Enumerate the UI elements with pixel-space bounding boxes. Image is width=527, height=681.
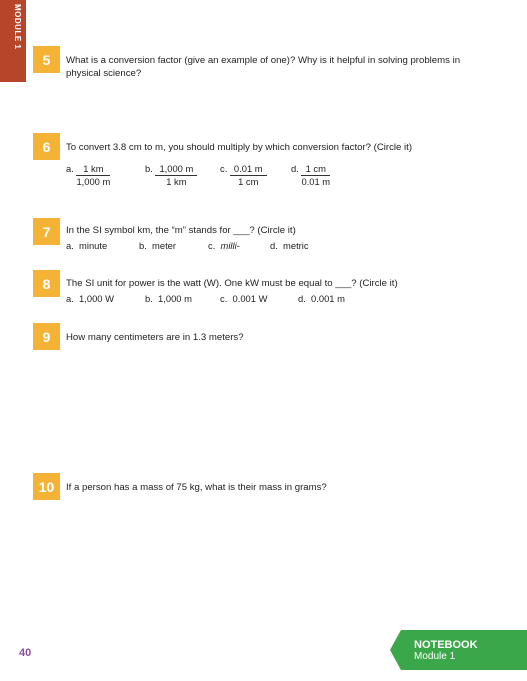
option-7c[interactable] xyxy=(208,240,240,252)
option-letter: b. xyxy=(145,163,153,174)
denominator: 1 cm xyxy=(238,176,259,187)
option-letter: b. xyxy=(145,293,153,304)
option-6a[interactable] xyxy=(66,163,110,188)
option-8d[interactable] xyxy=(298,293,345,305)
option-letter: d. xyxy=(270,240,278,251)
fraction xyxy=(301,163,330,188)
option-text: 0.001 m xyxy=(311,293,345,304)
option-7b[interactable] xyxy=(139,240,176,252)
numerator: 0.01 m xyxy=(230,163,267,176)
question-text-10: If a person has a mass of 75 kg, what is their mass in grams? xyxy=(66,482,327,493)
question-number-8: 8 xyxy=(33,270,60,297)
option-text: 0.001 W xyxy=(232,293,268,304)
option-letter: a. xyxy=(66,293,74,304)
option-6b[interactable] xyxy=(145,163,197,188)
fraction xyxy=(155,163,197,188)
question-text-6: To convert 3.8 cm to m, you should multiply by which conversion factor? (Circle it) xyxy=(66,142,413,153)
option-text: 1,000 m xyxy=(158,293,192,304)
option-letter: c. xyxy=(208,240,216,251)
denominator: 0.01 m xyxy=(301,176,331,187)
option-letter: d. xyxy=(291,163,299,174)
question-number-5: 5 xyxy=(33,46,60,73)
option-8a[interactable] xyxy=(66,293,114,305)
option-6d[interactable] xyxy=(291,163,330,188)
question-number-10: 10 xyxy=(33,473,60,500)
option-letter: b. xyxy=(139,240,147,251)
option-7d[interactable] xyxy=(270,240,309,252)
question-number-9: 9 xyxy=(33,323,60,350)
page-number: 40 xyxy=(19,647,32,659)
option-text: milli- xyxy=(220,240,240,251)
numerator: 1 cm xyxy=(301,163,330,176)
numerator: 1 km xyxy=(76,163,110,176)
fraction xyxy=(230,163,267,188)
module-tab xyxy=(0,0,26,82)
notebook-subtitle: Module 1 xyxy=(414,651,456,662)
option-text: 1,000 W xyxy=(79,293,114,304)
fraction xyxy=(76,163,110,188)
option-text: metric xyxy=(283,240,309,251)
question-text-9: How many centimeters are in 1.3 meters? xyxy=(66,332,244,343)
denominator: 1 km xyxy=(166,176,187,187)
option-letter: a. xyxy=(66,163,74,174)
denominator: 1,000 m xyxy=(76,176,111,187)
question-text-8: The SI unit for power is the watt (W). One kW must be equal to ___? (Circle it) xyxy=(66,278,398,289)
numerator: 1,000 m xyxy=(155,163,197,176)
option-6c[interactable] xyxy=(220,163,267,188)
option-8b[interactable] xyxy=(145,293,192,305)
notebook-title: NOTEBOOK xyxy=(414,639,478,651)
question-text-5: What is a conversion factor (give an example of one)? Why is it helpful in solving problems in physical science? xyxy=(66,55,461,79)
option-letter: c. xyxy=(220,163,228,174)
option-7a[interactable] xyxy=(66,240,107,252)
option-letter: a. xyxy=(66,240,74,251)
option-8c[interactable] xyxy=(220,293,267,305)
question-text-7: In the SI symbol km, the “m” stands for ___? (Circle it) xyxy=(66,225,296,236)
option-letter: c. xyxy=(220,293,228,304)
option-text: meter xyxy=(152,240,177,251)
question-number-7: 7 xyxy=(33,218,60,245)
module-tab-label: MODULE 1 xyxy=(13,4,22,50)
option-text: minute xyxy=(79,240,108,251)
question-number-6: 6 xyxy=(33,133,60,160)
option-letter: d. xyxy=(298,293,306,304)
